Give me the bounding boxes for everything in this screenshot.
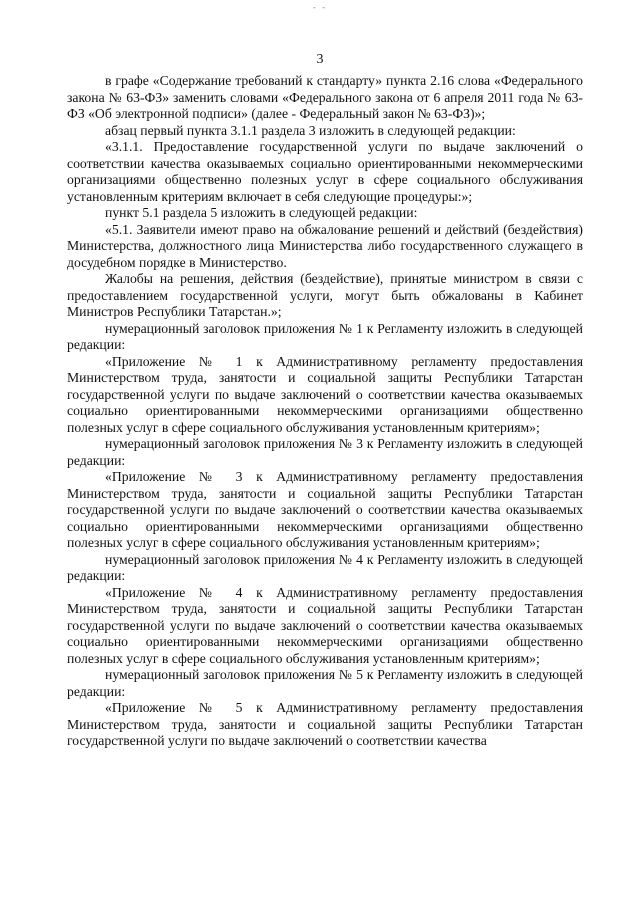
paragraph: «3.1.1. Предоставление государственной услуги по выдаче заключений о соответствии качества оказываемых социально ориентированными некоммерческими организациями общественно полезных услуг в сфере социального обслуживания установленным критериям включает в себя следующие процедуры:»; xyxy=(67,139,583,204)
paragraph: «Приложение № 3 к Административному регламенту предоставления Министерством труда, занятости и социальной защиты Республики Татарстан государственной услуги по выдаче заключений о соответствии качества оказываемых социально ориентированными некоммерческими организациями общественно полезных услуг в сфере социального обслуживания установленным критериям»; xyxy=(67,469,583,550)
paragraph: нумерационный заголовок приложения № 3 к Регламенту изложить в следующей редакции: xyxy=(67,436,583,468)
paragraph: нумерационный заголовок приложения № 4 к Регламенту изложить в следующей редакции: xyxy=(67,551,583,583)
paragraph: «5.1. Заявители имеют право на обжалование решений и действий (бездействия) Министерства, должностного лица Министерства либо государственного служащего в досудебном порядке в Министерство. xyxy=(67,221,583,270)
paragraph: Жалобы на решения, действия (бездействие), принятые министром в связи с предоставлением государственной услуги, могут быть обжалованы в Кабинет Министров Республики Татарстан.»; xyxy=(67,271,583,319)
paragraph: «Приложение № 1 к Административному регламенту предоставления Министерством труда, занятости и социальной защиты Республики Татарстан государственной услуги по выдаче заключений о соответствии качества оказываемых социально ориентированными некоммерческими организациями общественно полезных услуг в сфере социального обслуживания установленным критериям»; xyxy=(67,353,583,435)
top-scan-mark: - - xyxy=(312,2,328,12)
paragraph: абзац первый пункта 3.1.1 раздела 3 изложить в следующей редакции: xyxy=(105,122,516,138)
document-body xyxy=(67,73,583,750)
paragraph: «Приложение № 5 к Административному регламенту предоставления Министерством труда, занятости и социальной защиты Республики Татарстан государственной услуги по выдаче заключений о соответствии качества xyxy=(67,700,583,748)
paragraph: нумерационный заголовок приложения № 1 к Регламенту изложить в следующей редакции: xyxy=(67,320,583,352)
paragraph: нумерационный заголовок приложения № 5 к Регламенту изложить в следующей редакции: xyxy=(67,667,583,699)
paragraph: пункт 5.1 раздела 5 изложить в следующей редакции: xyxy=(105,205,418,220)
paragraph: «Приложение № 4 к Административному регламенту предоставления Министерством труда, занятости и социальной защиты Республики Татарстан государственной услуги по выдаче заключений о соответствии качества оказываемых социально ориентированными некоммерческими организациями общественно полезных услуг в сфере социального обслуживания установленным критериям»; xyxy=(67,584,583,666)
page-number: 3 xyxy=(316,52,324,67)
paragraph: в графе «Содержание требований к стандарту» пункта 2.16 слова «Федерального закона № 63-ФЗ» заменить словами «Федерального закона от 6 апреля 2011 года № 63-ФЗ «Об электронной подписи» (далее - Федеральный закон № 63-ФЗ)»; xyxy=(67,73,583,121)
